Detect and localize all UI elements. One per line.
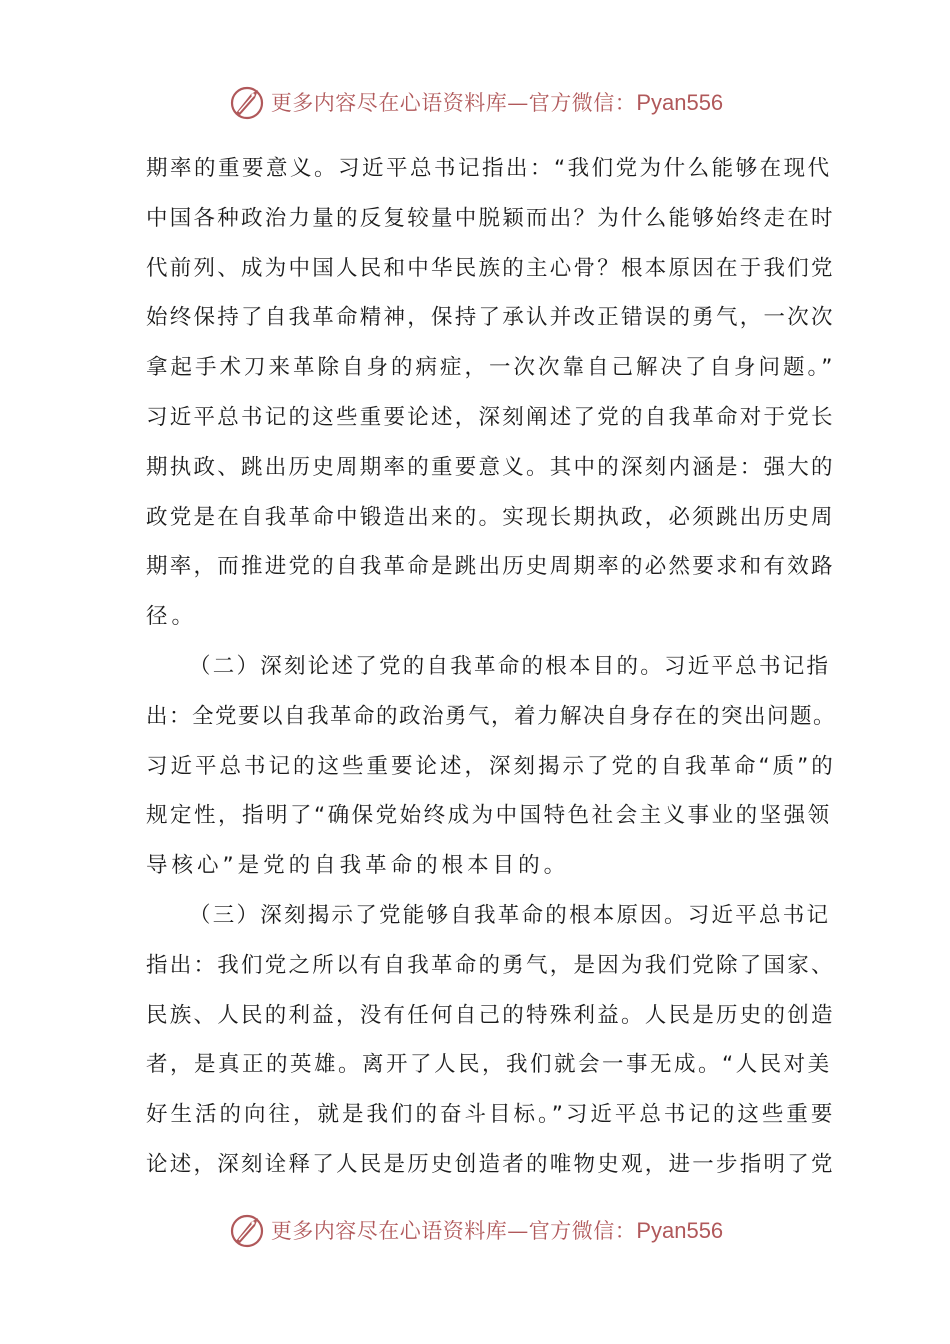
watermark-text: 更多内容尽在心语资料库—官方微信：Pyan556 [270, 90, 724, 115]
text-line: 政党是在自我革命中锻造出来的。实现长期执政，必须跳出历史周 [146, 504, 835, 530]
document-body [146, 144, 837, 1190]
text-line: 期率，而推进党的自我革命是跳出历史周期率的必然要求和有效路 [146, 554, 835, 580]
watermark-text: 更多内容尽在心语资料库—官方微信：Pyan556 [270, 1218, 724, 1243]
text-line: 导核心”是党的自我革命的根本目的。 [146, 853, 570, 879]
text-line: 代前列、成为中国人民和中华民族的主心骨？根本原因在于我们党 [146, 255, 835, 281]
watermark-handle: Pyan556 [636, 1218, 724, 1243]
header-watermark [0, 80, 950, 124]
text-line: 规定性，指明了“确保党始终成为中国特色社会主义事业的坚强领 [146, 803, 832, 829]
pen-nib-logo-icon [227, 1210, 267, 1250]
text-line: 习近平总书记的这些重要论述，深刻揭示了党的自我革命“质”的 [146, 753, 836, 779]
text-line: （三）深刻揭示了党能够自我革命的根本原因。习近平总书记 [189, 902, 831, 928]
text-line: 径。 [146, 604, 198, 630]
text-line: 期率的重要意义。习近平总书记指出：“我们党为什么能够在现代 [146, 156, 832, 181]
text-line: 民族、人民的利益，没有任何自己的特殊利益。人民是历史的创造 [146, 1002, 835, 1028]
text-line: 出：全党要以自我革命的政治勇气，着力解决自身存在的突出问题。 [146, 703, 837, 729]
text-line: 好生活的向往，就是我们的奋斗目标。”习近平总书记的这些重要 [146, 1102, 836, 1128]
footer-watermark [0, 1208, 950, 1252]
watermark-handle: Pyan556 [636, 90, 724, 115]
text-line: 期执政、跳出历史周期率的重要意义。其中的深刻内涵是：强大的 [146, 454, 835, 480]
pen-nib-logo-icon [227, 82, 267, 122]
text-line: 论述，深刻诠释了人民是历史创造者的唯物史观，进一步指明了党 [146, 1151, 835, 1177]
text-line: 始终保持了自我革命精神，保持了承认并改正错误的勇气，一次次 [146, 305, 835, 331]
text-line: 习近平总书记的这些重要论述，深刻阐述了党的自我革命对于党长 [146, 404, 835, 430]
text-line: （二）深刻论述了党的自我革命的根本目的。习近平总书记指 [189, 653, 831, 679]
text-line: 中国各种政治力量的反复较量中脱颖而出？为什么能够始终走在时 [146, 205, 835, 231]
text-line: 拿起手术刀来革除自身的病症，一次次靠自己解决了自身问题。” [146, 355, 836, 381]
text-line: 者，是真正的英雄。离开了人民，我们就会一事无成。“人民对美 [146, 1052, 832, 1078]
text-line: 指出：我们党之所以有自我革命的勇气，是因为我们党除了国家、 [146, 952, 835, 978]
